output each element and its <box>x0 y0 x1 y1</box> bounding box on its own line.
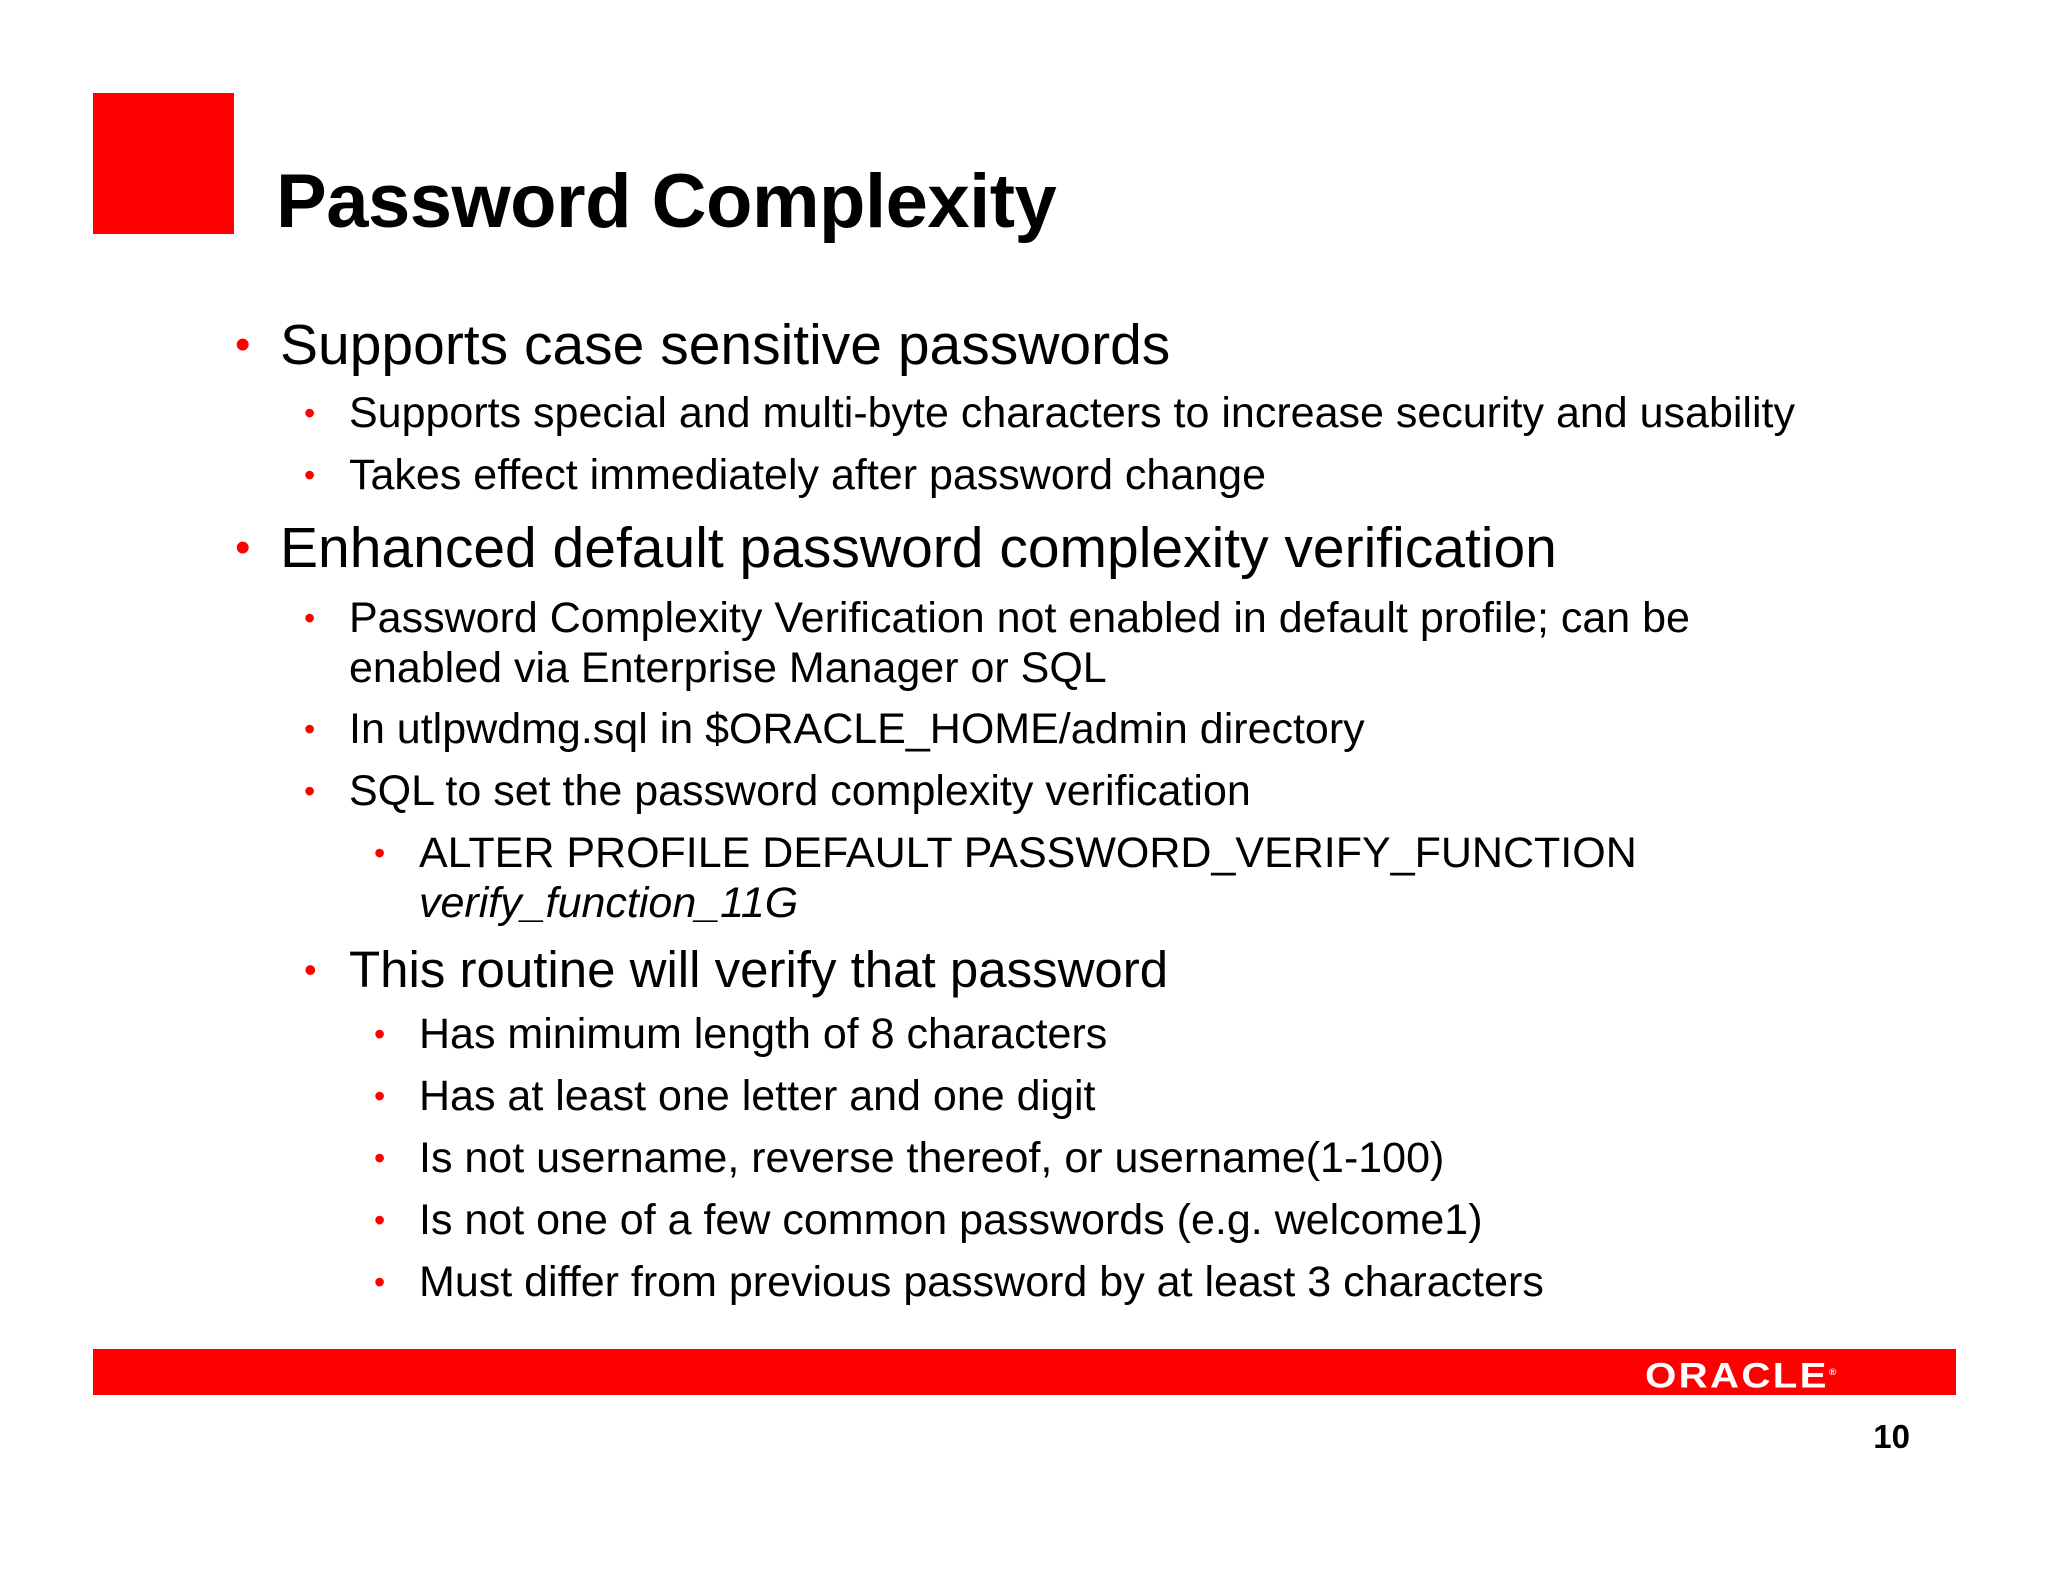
bullet-icon: • <box>304 949 317 990</box>
bullet-item <box>235 515 1557 581</box>
bullet-icon: • <box>304 600 316 636</box>
bullet-text: SQL to set the password complexity verification <box>349 767 1251 815</box>
bullet-text: Takes effect immediately after password change <box>349 451 1267 499</box>
bullet-item <box>304 388 1795 438</box>
bullet-text: Enhanced default password complexity verification <box>280 516 1557 580</box>
page-number: 10 <box>1873 1418 1910 1455</box>
bullet-icon: • <box>235 320 251 369</box>
bullet-item <box>374 1133 1445 1183</box>
bullet-icon: • <box>374 1202 386 1238</box>
bullet-item <box>304 593 1690 693</box>
bullet-text: Is not username, reverse thereof, or username(1-100) <box>419 1134 1445 1182</box>
bullet-text: Must differ from previous password by at least 3 characters <box>419 1258 1544 1306</box>
bullet-item <box>374 1257 1544 1307</box>
bullet-icon: • <box>304 395 316 431</box>
bullet-item <box>374 828 1637 928</box>
bullet-item <box>304 766 1251 816</box>
bullet-icon: • <box>374 1140 386 1176</box>
bullet-item <box>374 1195 1483 1245</box>
footer-bar <box>93 1349 1956 1395</box>
bullet-text: In utlpwdmg.sql in $ORACLE_HOME/admin directory <box>349 705 1365 753</box>
bullet-item <box>235 312 1171 378</box>
bullet-text: This routine will verify that password <box>349 941 1169 998</box>
bullet-icon: • <box>374 1016 386 1052</box>
bullet-icon: • <box>304 457 316 493</box>
bullet-item <box>304 450 1267 500</box>
bullet-icon: • <box>374 1078 386 1114</box>
bullet-icon: • <box>235 523 251 572</box>
bullet-text-line: Password Complexity Verification not enabled in default profile; can be <box>349 594 1690 642</box>
bullet-item <box>374 1009 1108 1059</box>
slide-title: Password Complexity <box>276 159 1057 244</box>
title-accent-square <box>93 93 234 234</box>
bullet-item <box>304 704 1365 754</box>
bullet-icon: • <box>304 711 316 747</box>
bullet-text: Has minimum length of 8 characters <box>419 1010 1108 1058</box>
bullet-text: Has at least one letter and one digit <box>419 1072 1096 1120</box>
registered-mark: ® <box>1828 1367 1836 1377</box>
bullet-text: Supports case sensitive passwords <box>280 313 1171 377</box>
bullet-icon: • <box>374 835 386 871</box>
bullet-item <box>304 940 1169 1000</box>
bullet-icon: • <box>304 773 316 809</box>
bullet-text-line: verify_function_11G <box>419 879 799 927</box>
bullet-text-line: enabled via Enterprise Manager or SQL <box>349 644 1107 692</box>
oracle-logo-text: ORACLE <box>1644 1356 1829 1396</box>
bullet-text-line: ALTER PROFILE DEFAULT PASSWORD_VERIFY_FUNCTION <box>419 829 1637 877</box>
bullet-text: Supports special and multi-byte characters to increase security and usability <box>349 389 1795 437</box>
bullet-icon: • <box>374 1264 386 1300</box>
bullet-item <box>374 1071 1096 1121</box>
bullet-text: Is not one of a few common passwords (e.g. welcome1) <box>419 1196 1483 1244</box>
oracle-logo <box>1645 1354 1836 1395</box>
